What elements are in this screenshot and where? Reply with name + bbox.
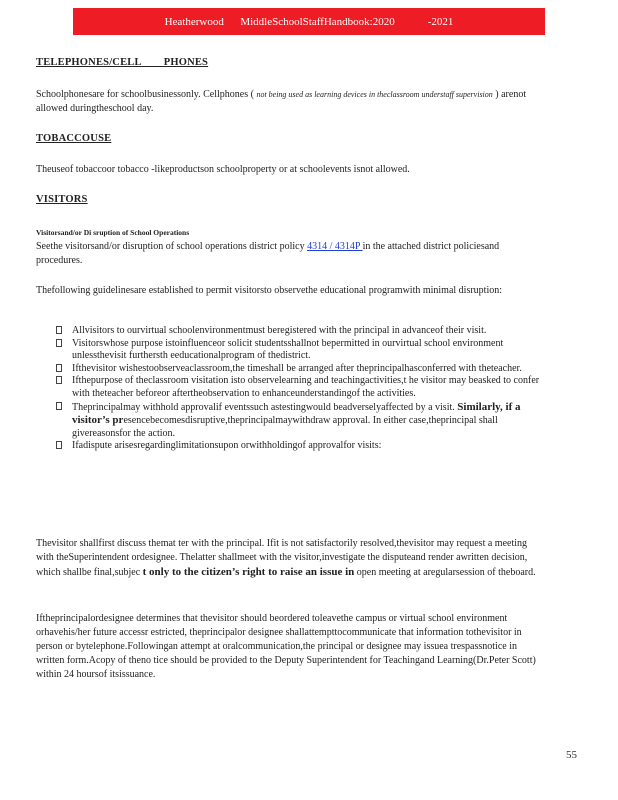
guidelines-paragraph: Thefollowing guidelinesare established to permit visitorsto observethe educational programwith minimal disruption: — [36, 285, 503, 296]
visitors-heading: VISITORS — [36, 194, 88, 205]
tobacco-heading: TOBACCOUSE — [36, 133, 112, 144]
visitors-intro-b: in the attached district policiesand procedures. — [36, 241, 500, 266]
visitors-intro-a: Seethe visitorsand/or disruption of school operations district policy — [36, 241, 308, 252]
telephones-text-italic: not being used as learning devices in theclassroom understaff supervision — [256, 90, 493, 99]
page-number: 55 — [566, 749, 577, 761]
dispute-text-a: Thevisitor shallfirst discuss themat ter with the principal. Ifit is not satisfactorily resolved,thevisitor may request a meeting with theSuperintendent ordesignee. Thelatter shallmeet with the visitor,investigate the disputeand render awritten decision, which shallbe final,subjec — [36, 538, 528, 578]
list-item-text-bold: Similarly, if a visitor’s pr — [72, 400, 521, 427]
dispute-paragraph — [36, 537, 546, 580]
tobacco-paragraph: Theuseof tobaccoor tobacco -likeproductson schoolproperty or at schoolevents isnot allowed. — [36, 164, 410, 175]
policy-link-separator: / — [327, 241, 335, 252]
header-title: Heatherwood MiddleSchoolStaffHandbook:2020 -2021 — [164, 15, 454, 28]
telephones-text-a: Schoolphonesare for schoolbusinessonly. Cellphones ( — [36, 89, 257, 100]
visitors-intro — [36, 226, 546, 268]
bullet-icon — [56, 376, 62, 384]
list-item-text: Ifthepurpose of theclassroom visitation isto observelearning and teachingactivities,t he visitor may beasked to confer with theteacher beforeor aftertheobservation to enhanceunderstandingof the activities. — [72, 375, 540, 399]
bullet-icon — [56, 364, 62, 372]
list-item — [56, 375, 546, 400]
policy-4314p-link[interactable]: 4314P — [334, 241, 363, 252]
policy-4314-link[interactable]: 4314 — [307, 241, 328, 252]
list-item-text: Ifthevisitor wishestoobserveaclassroom,the timeshall be arranged after theprincipalhasconferred with theteacher. — [72, 362, 522, 374]
trespass-paragraph: Iftheprincipalordesignee determines that thevisitor should beordered toleavethe campus or virtual school environment orhavehis/her future accessr estricted, theprincipalor designee shallattempttocommunicate that information tothevisitor in person or bytelephone.Followingan attempt at oralcommunication,the principal or designee may issuea trespassnotice in written form.Acopy of theno tice should be provided to the Deputy Superintendent for Teachingand Learning(Dr.Peter Scott) within 24 hoursof itsissuance. — [36, 613, 536, 680]
list-item-text: Theprincipalmay withhold approvalif eventssuch astestingwould beadverselyaffected by a visit. — [72, 401, 458, 413]
list-item-text: Allvisitors to ourvirtual schoolenvironmentmust beregistered with the principal in advanceof their visit. — [72, 325, 487, 336]
telephones-paragraph — [36, 88, 546, 116]
dispute-text-b: open meeting at aregularsession of theboard. — [354, 567, 536, 578]
telephones-heading: TELEPHONES/CELL PHONES — [36, 57, 209, 68]
dispute-text-bold: t only to the citizen’s right to raise an issue in — [142, 566, 355, 578]
list-item-text: esencebecomesdisruptive,theprincipalmaywithdraw approval. In either case,theprincipal shall givereasonsfor the action. — [72, 415, 498, 439]
header-banner — [73, 8, 545, 35]
list-item — [56, 338, 546, 363]
bullet-icon — [56, 402, 62, 410]
list-item — [56, 440, 546, 453]
telephones-text-b: ) arenot allowed duringtheschool day. — [36, 89, 527, 114]
list-item — [56, 363, 546, 376]
list-item-text: Visitorswhose purpose istoinfluenceor solicit studentsshallnot bepermitted in ourvirtual school environment unlessthevisit furthersth eeducationalprogram of thedistrict. — [72, 337, 504, 362]
list-item — [56, 401, 546, 441]
bullet-icon — [56, 441, 62, 449]
list-item — [56, 325, 546, 338]
bullet-icon — [56, 326, 62, 334]
list-item-text: Ifadispute arisesregardinglimitationsupon orwithholdingof approvalfor visits: — [72, 440, 382, 452]
bullet-icon — [56, 339, 62, 347]
visitor-guidelines-list — [56, 325, 546, 453]
visitors-subheading: Visitorsand/or Di sruption of School Operations — [36, 228, 190, 237]
